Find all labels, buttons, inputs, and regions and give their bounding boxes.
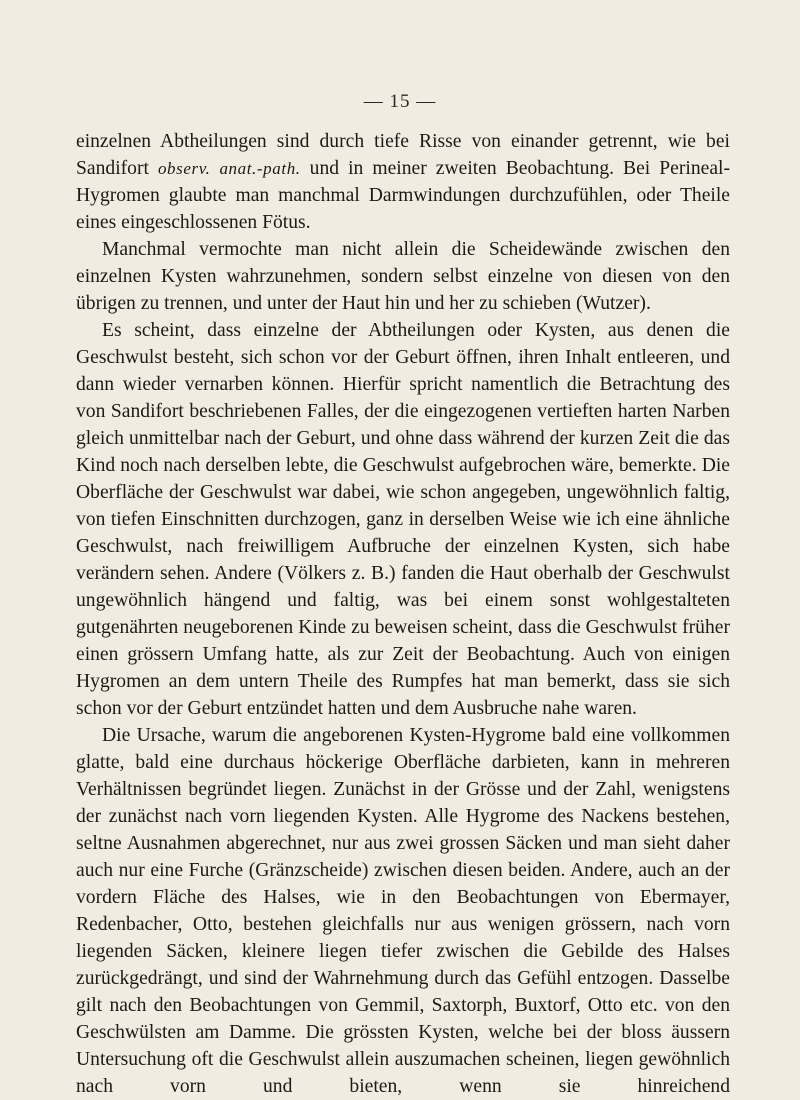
paragraph-1	[76, 128, 730, 236]
paragraph-4-text: Die Ursache, warum die angeborenen Kysten-Hygrome bald eine vollkommen glatte, bald eine durchaus höckerige Oberfläche darbieten, kann in mehreren Verhältnissen begründet liegen. Zunächst in der Grösse und der Zahl, wenigstens der zunächst nach vorn liegenden Kysten. Alle Hygrome des Nackens bestehen, seltne Ausnahmen abgerechnet, nur aus zwei grossen Säcken und man sieht daher auch nur eine Furche (Gränzscheide) zwischen diesen beiden. Andere, auch an der vordern Fläche des Halses, wie in den Beobachtungen von Ebermayer, Redenbacher, Otto, bestehen gleichfalls nur aus wenigen grössern, nach vorn liegenden Säcken, kleinere liegen tiefer zwischen die Gebilde des Halses zurückgedrängt, und sind der Wahrnehmung durch das Gefühl entzogen. Dasselbe gilt nach den Beobachtungen von Gemmil, Saxtorph, Buxtorf, Otto etc. von den Geschwülsten am Damme. Die grössten Kysten, welche bei der bloss äussern Untersuchung oft die Geschwulst allein auszumachen scheinen, liegen gewöhnlich nach vorn und bieten, wenn sie hinreichend	[76, 725, 730, 1097]
paragraph-2-text: Manchmal vermochte man nicht allein die Scheidewände zwischen den einzelnen Kysten wahrzunehmen, sondern selbst einzelne von diesen von den übrigen zu trennen, und unter der Haut hin und her zu schieben (Wutzer).	[76, 239, 730, 314]
page-number: — 15 —	[363, 91, 437, 112]
paragraph-1-text-b: und in meiner zweiten Beobachtung. Bei Perineal-Hygromen glaubte man manchmal Darmwindungen durchzufühlen, oder Theile eines eingeschlossenen Fötus.	[76, 158, 730, 233]
paragraph-3-text: Es scheint, dass einzelne der Abtheilungen oder Kysten, aus denen die Geschwulst besteht, sich schon vor der Geburt öffnen, ihren Inhalt entleeren, und dann wieder vernarben können. Hierfür spricht namentlich die Betrachtung des von Sandifort beschriebenen Falles, der die eingezogenen vertieften harten Narben gleich unmittelbar nach der Geburt, und ohne dass während der kurzen Zeit die das Kind noch nach derselben lebte, die Geschwulst aufgebrochen wäre, bemerkte. Die Oberfläche der Geschwulst war dabei, wie schon angegeben, ungewöhnlich faltig, von tiefen Einschnitten durchzogen, ganz in derselben Weise wie ich eine ähnliche Geschwulst, nach freiwilligem Aufbruche der einzelnen Kysten, sich habe verändern sehen. Andere (Völkers z. B.) fanden die Haut oberhalb der Geschwulst ungewöhnlich hängend und faltig, was bei einem sonst wohlgestalteten gutgenährten neugeborenen Kinde zu beweisen scheint, dass die Geschwulst früher einen grössern Umfang hatte, als zur Zeit der Beobachtung. Auch von einigen Hygromen an dem untern Theile des Rumpfes hat man bemerkt, dass sie sich schon vor der Geburt entzündet hatten und dem Ausbruche nahe waren.	[76, 320, 730, 719]
body-text	[76, 128, 730, 1100]
paragraph-1-citation: observ. anat.-path.	[157, 159, 301, 178]
paragraph-4	[76, 722, 730, 1100]
paragraph-3	[76, 317, 730, 722]
paragraph-2	[76, 236, 730, 317]
paragraph-1-text-a: einzelnen Abtheilungen sind durch tiefe Risse von einander getrennt, wie bei Sandifort	[76, 131, 730, 179]
